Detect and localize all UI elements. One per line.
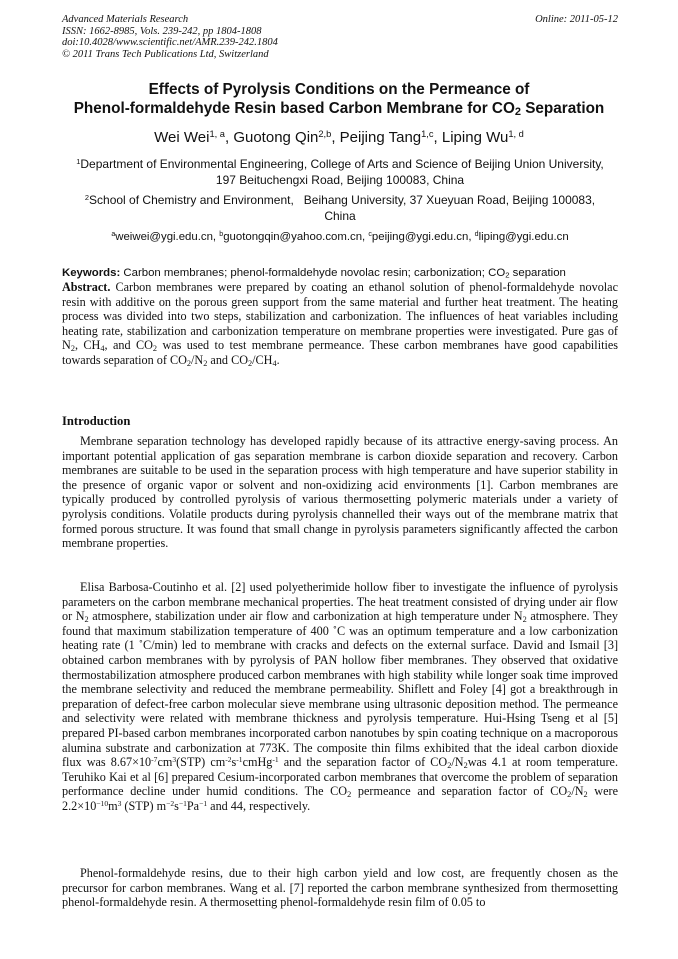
affiliation-1: $^1$Department of Environmental Engineering, College of Arts and Science of Beijing Union University, 197 Beituchengxi Road, Beijing 100083, China (76, 156, 604, 187)
keywords: Keywords: Carbon membranes; phenol-formaldehyde novolac resin; carbonization; $CO_2$ separation (62, 267, 566, 280)
intro-paragraph-2: Elisa Barbosa-Coutinho et al. [2] used polyetherimide hollow fiber to investigate the influence of pyrolysis parameters on the carbon membrane mechanical properties. The heat treatment consisted of drying under air flow or $N_2$ atmosphere, stabilization under air flow and carbonization at high temperature under $N_2$ atmosphere. They found that maximum stabilization temperature of 400 ˚C was an optimum temperature and a low carbonization heating rate (1 ˚C/min) led to membrane with cracks and defects on the external surface. David and Ismail [3] obtained carbon membranes with by pyrolysis of PAN hollow fiber membranes. They observed that oxidative thermostabilization atmosphere produced carbon membranes with high stability while longer soak time improved the membrane selectivity and reduced the membrane permeability. Shiflett and Foley [4] got a breakthrough in preparation of defect-free carbon molecular sieve membrane using ultrasonic deposition method. The permeance and selectivity were related with membrane thickness and pyrolysis temperature. Hui-Hsing Tseng et al [5] prepared PI-based carbon membranes incorporated carbon nanotubes by spin coating technique on a macroporous alumina substrate and carbonization at 773K. The composite thin films exhibited that the ideal carbon dioxide flux was $8.67\times 10^{-7}cm^3(STP)$ $cm^{-2}s^{-1}cmHg^{-1}$ and the separation factor of $CO_2/N_2was$ 4.1 at room temperature. Teruhiko Kai et al [6] prepared Cesium-incorporated carbon membranes that overcome the problem of separation performance decline under humid conditions. The $CO_2$ permeance and separation factor of $CO_2/N_2$ were $2.2\times 10^{-10}m^3$ (STP) $m^{-2}s^{-1}Pa^{-1}$ and 44, respectively. (62, 580, 618, 813)
title-line-2: Phenol-formaldehyde Resin based Carbon Membrane for $CO_2$ Separation (73, 100, 605, 119)
author-list (40, 128, 638, 148)
author: Liping Wu$^{1, d}$ (441, 128, 524, 146)
section-heading: Introduction (62, 414, 131, 428)
intro-paragraph-3: Phenol-formaldehyde resins, due to their high carbon yield and low cost, are frequently chosen as the precursor for carbon membranes. Wang et al. [7] reported the carbon membrane synthesized from thermosetting phenol-formaldehyde resin. A thermosetting phenol-formaldehyde resin film of 0.05 to (62, 866, 618, 910)
abstract: Abstract. Carbon membranes were prepared by coating an ethanol solution of phenol-formaldehyde novolac resin with additive on the porous green support from the same material and further heat treatment. The heating process was divided into two steps, stabilization and carbonization. The influences of heat variables including heating rate, stabilization and carbonization temperature on membrane properties were investigated. Pure gas of $N_2$, $CH_4$, and $CO_2$ was used to test membrane permeance. These carbon membranes have good capabilities towards separation of $CO_2/N_2$ and $CO_2/CH_4$. (62, 280, 619, 368)
online-date: Online: 2011-05-12 (535, 14, 618, 25)
intro-paragraph-1: Membrane separation technology has developed rapidly because of its attractive energy-saving process. An important potential application of gas separation membrane is carbon dioxide separation and recovery. Carbon membranes are suitable to be used in the separation process with high temperature and have superior stability in the presence of organic vapor or solvent and non-oxidizing acid environments [1]. Carbon membranes are typically produced by controlled pyrolysis of various thermosetting polymeric materials under a variety of pyrolysis conditions. Volatile products during pyrolysis channelled their ways out of the membrane matrix that formed porous structure. It was found that small change in pyrolysis parameters significantly affected the carbon membrane properties. (62, 434, 618, 551)
author: Peijing Tang$^{1,c}$, (339, 128, 442, 146)
title-line-1: Effects of Pyrolysis Conditions on the Permeance of (148, 81, 530, 98)
journal-name: Advanced Materials Research (62, 14, 189, 25)
affiliation-2: $^2$School of Chemistry and Environment, Beihang University, 37 Xueyuan Road, Beijing 100083, China (84, 192, 596, 223)
journal-header (62, 14, 618, 60)
paper-title (40, 80, 638, 118)
author: Wei Wei$^{1, a}$, (154, 128, 234, 146)
email: $^c$peijing@ygi.edu.cn, (368, 231, 475, 243)
email: $^b$guotongqin@yahoo.com.cn, (219, 231, 369, 243)
email: $^d$liping@ygi.edu.cn (474, 231, 569, 243)
author: Guotong Qin$^{2,b}$, (233, 128, 340, 146)
doi-line: doi:10.4028/www.scientific.net/AMR.239-242.1804 (62, 37, 278, 49)
issn-line: ISSN: 1662-8985, Vols. 239-242, pp 1804-1808 (62, 25, 262, 37)
abstract-label: Abstract. (62, 280, 111, 294)
email-list (62, 230, 618, 245)
email: $^a$weiwei@ygi.edu.cn, (111, 231, 220, 243)
copyright-line: © 2011 Trans Tech Publications Ltd, Switzerland (62, 48, 269, 60)
